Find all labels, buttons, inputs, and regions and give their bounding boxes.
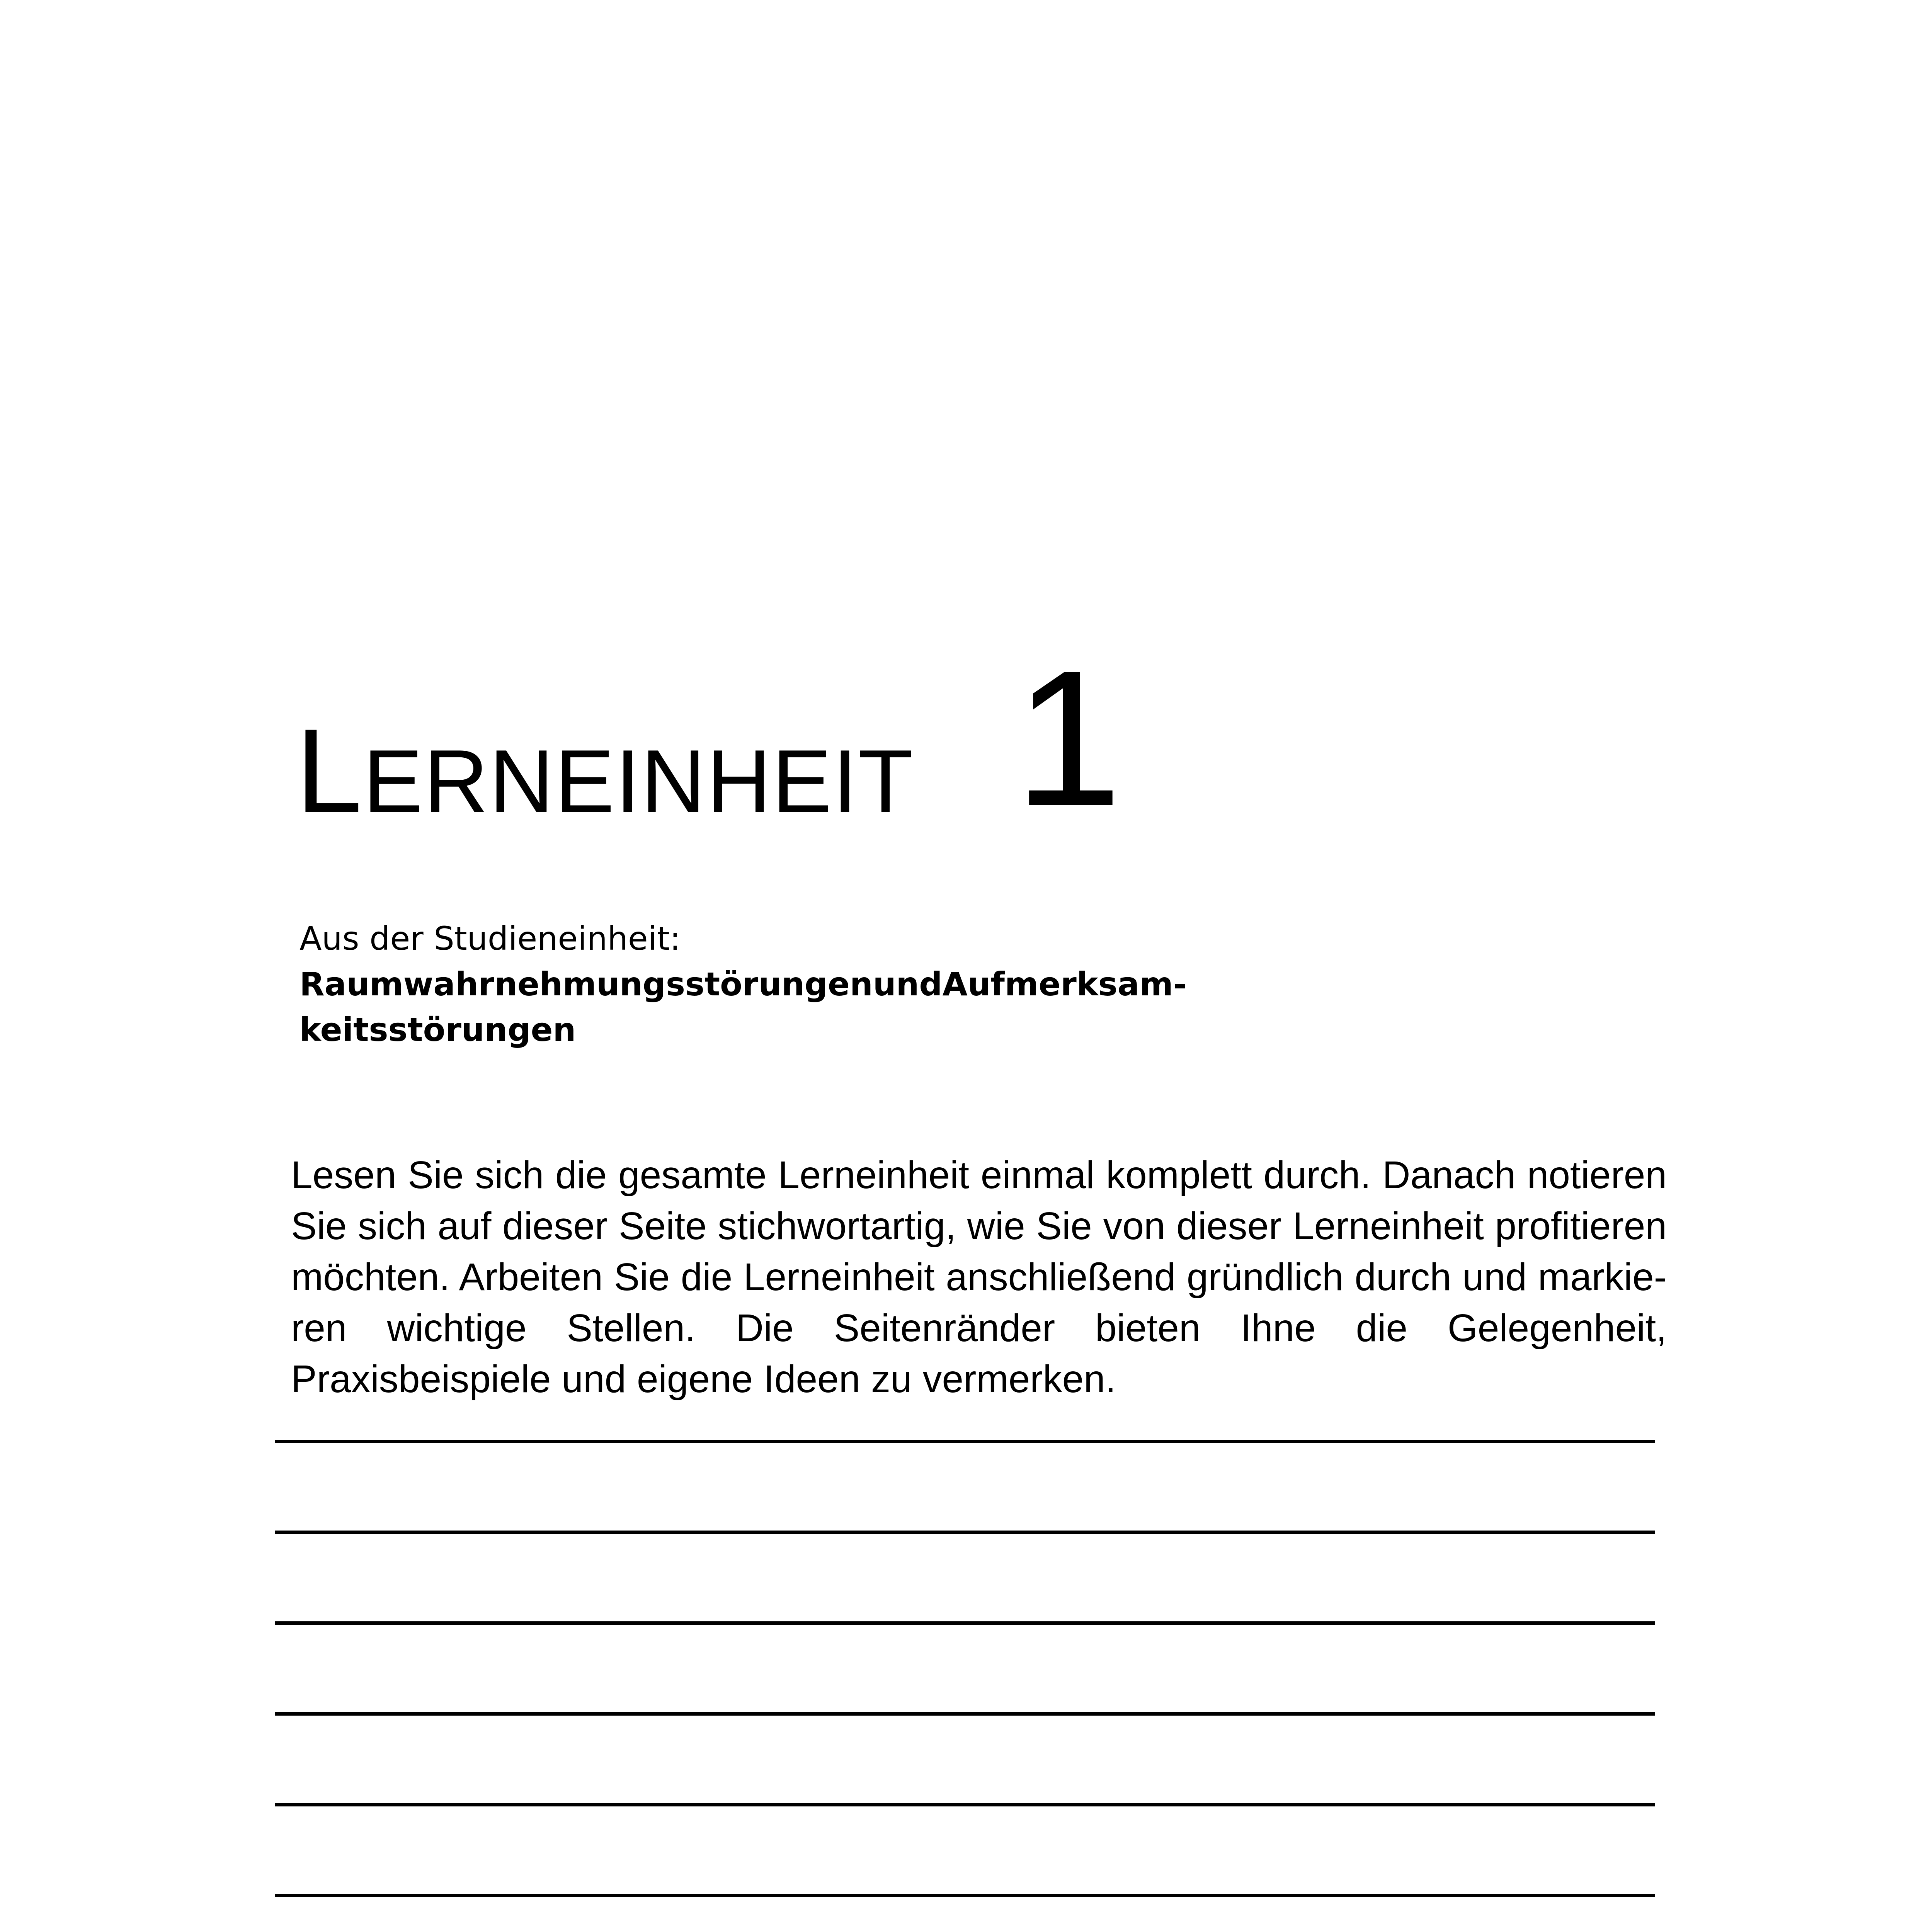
unit-heading-title — [296, 704, 914, 838]
study-unit-title-line-1 — [299, 961, 1187, 1007]
instruction-paragraph: Lesen Sie sich die gesamte Lerneinheit einmal komplett durch. Danach notieren Sie sich auf dieser Seite stichwortartig, wie Sie von dieser Lerneinheit profitieren möchten. Arbeiten Sie die Lerneinheit anschließend gründlich durch und markie-ren wichtige Stellen. Die Seitenränder bieten Ihne die Gelegenheit, Praxisbeispiele und eigene Ideen zu vermerken. — [291, 1153, 1667, 1401]
note-line[interactable] — [275, 1894, 1655, 1897]
note-line[interactable] — [275, 1531, 1655, 1534]
note-lines — [275, 1440, 1655, 1932]
note-line[interactable] — [275, 1803, 1655, 1806]
study-unit-title — [299, 961, 1187, 1053]
note-line[interactable] — [275, 1621, 1655, 1625]
study-unit-title-word-1: Raumwahrnehmungsstörungen — [299, 965, 873, 1003]
unit-heading-rest: ERNEINHEIT — [363, 731, 914, 832]
unit-heading-initial: L — [296, 704, 363, 838]
study-unit-title-word-3: Aufmerksam- — [942, 965, 1187, 1003]
note-line[interactable] — [275, 1440, 1655, 1443]
note-line[interactable] — [275, 1712, 1655, 1716]
study-unit-label: Aus der Studieneinheit: — [299, 920, 681, 957]
study-unit-source — [299, 916, 1187, 1053]
study-unit-title-line-2: keitsstörungen — [299, 1011, 576, 1049]
unit-number: 1 — [1014, 630, 1122, 846]
study-unit-title-word-2: und — [873, 965, 943, 1003]
